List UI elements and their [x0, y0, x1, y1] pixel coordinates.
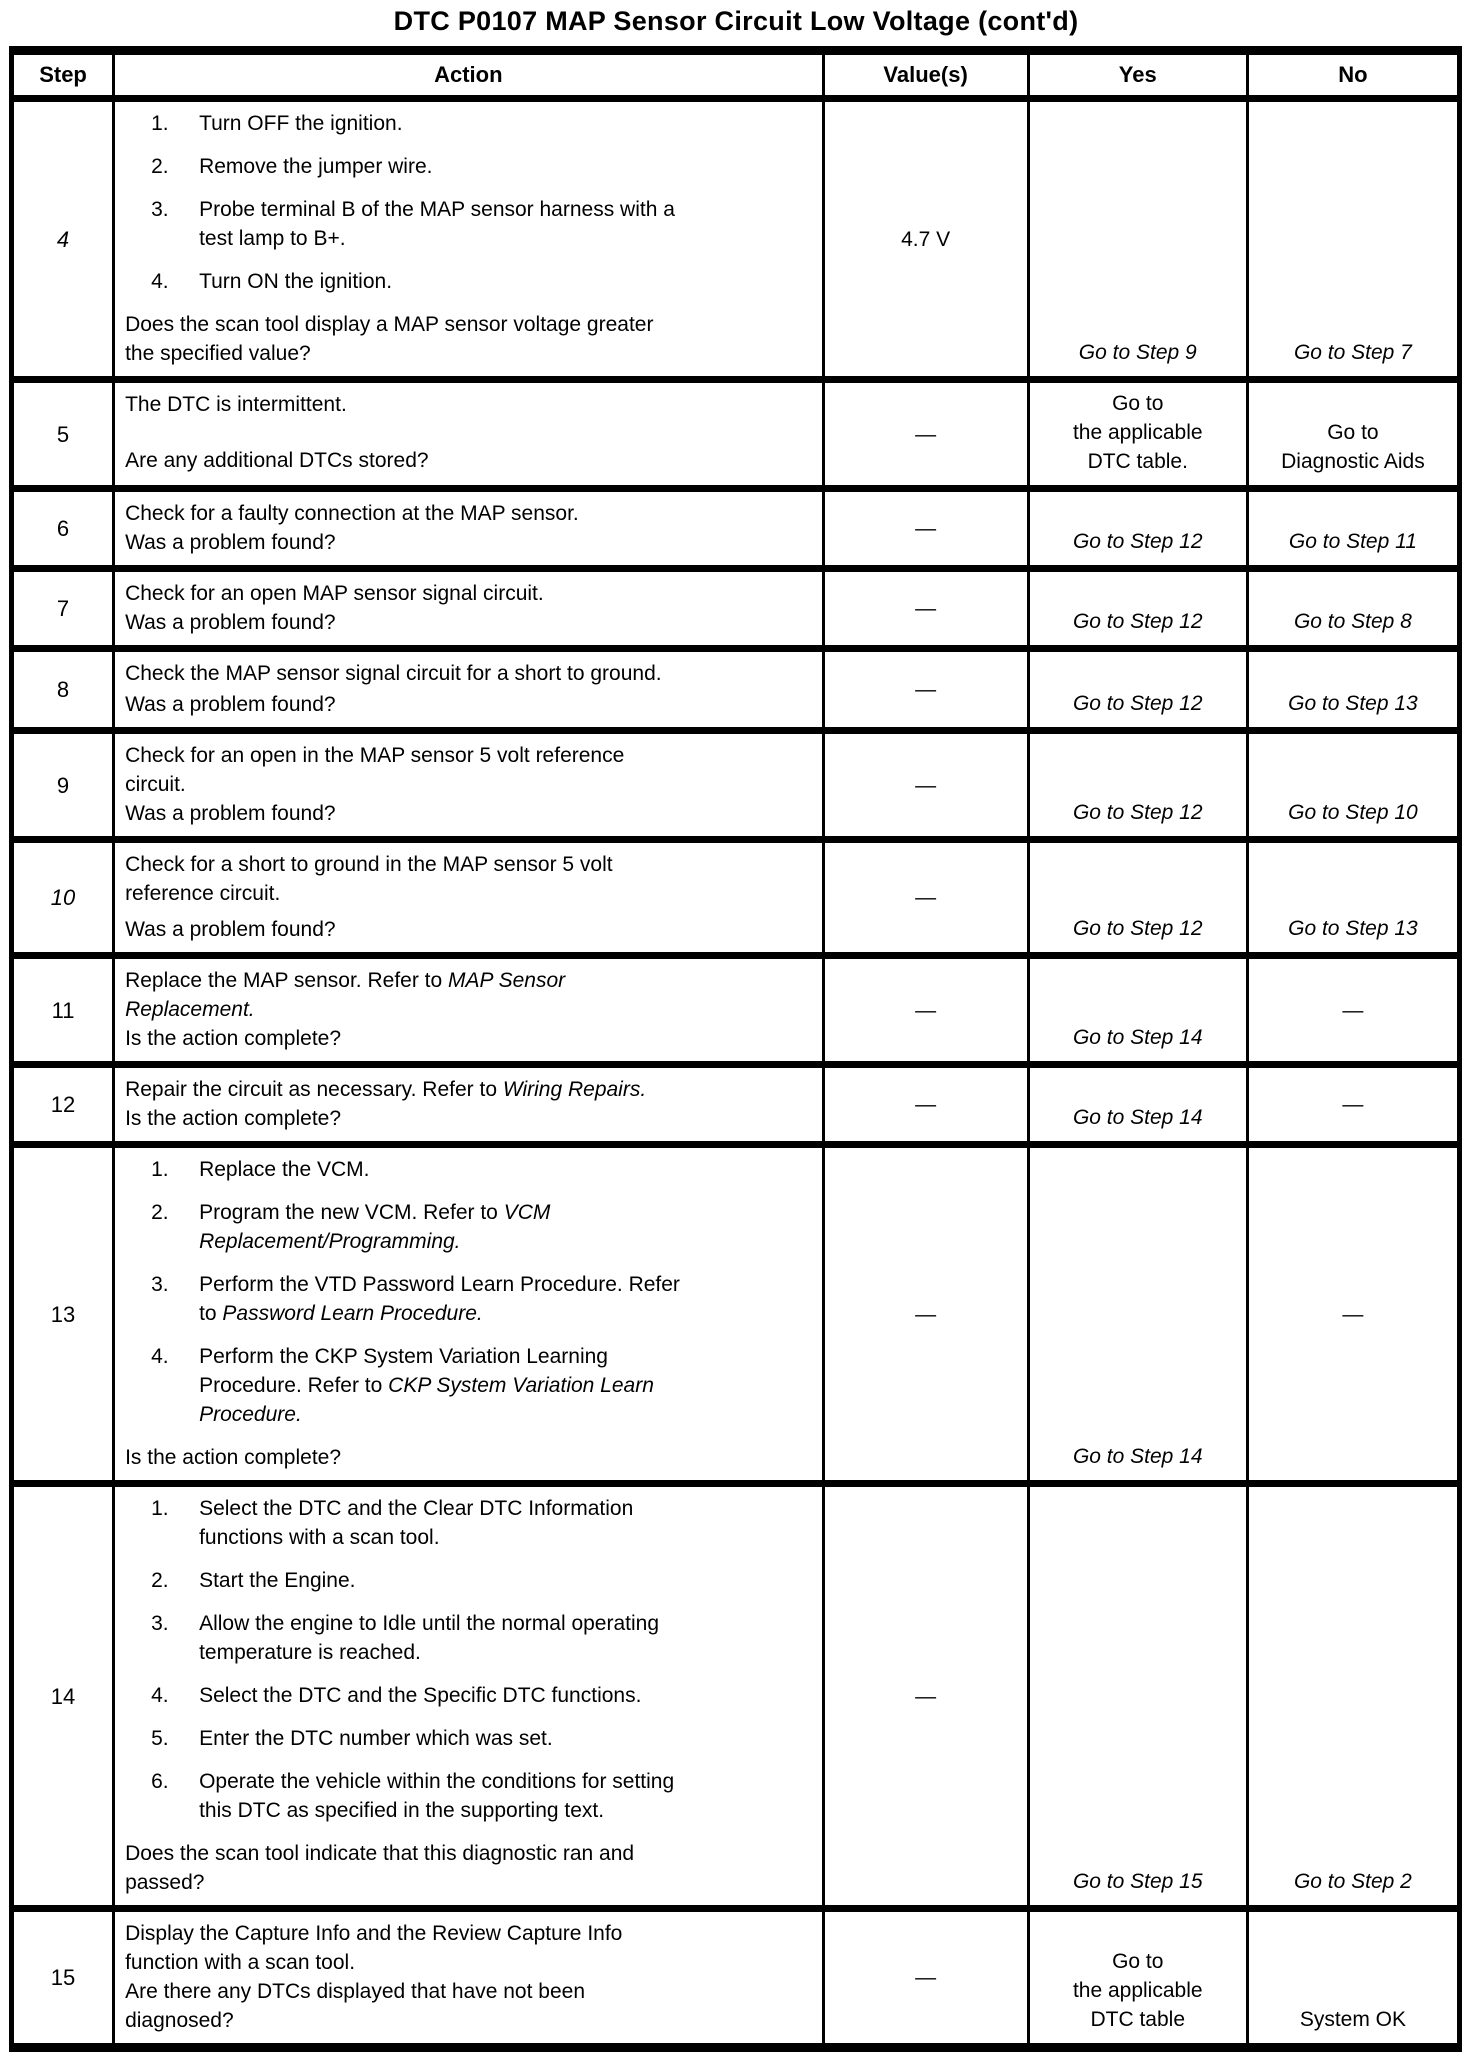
column-header-step: Step — [12, 51, 114, 99]
value-cell — [823, 840, 1028, 956]
action-cell — [114, 99, 823, 380]
list-item-text — [199, 1198, 811, 1256]
yes-cell — [1028, 731, 1247, 840]
list-item-number: 2. — [151, 1569, 169, 1592]
value-cell — [823, 649, 1028, 731]
text-segment: Was a problem found? — [125, 531, 336, 554]
action-list-item — [151, 1270, 811, 1328]
answer-line: — — [1342, 1093, 1364, 1116]
text-segment: Repair the circuit as necessary. Refer to — [125, 1078, 503, 1101]
text-segment: Turn OFF the ignition. — [199, 112, 403, 135]
yes-cell — [1028, 1909, 1247, 2048]
answer-line: — — [1342, 1302, 1364, 1326]
value-text: — — [915, 422, 937, 446]
text-segment: Does the scan tool indicate that this diagnostic ran and — [125, 1842, 635, 1865]
list-item-text — [199, 109, 811, 138]
text-segment: VCM — [503, 1201, 551, 1224]
text-segment: Check the MAP sensor signal circuit for a short to ground. — [125, 662, 662, 685]
yes-cell — [1028, 956, 1247, 1065]
table-row — [12, 1145, 1460, 1484]
yes-cell — [1028, 380, 1247, 489]
list-item-text — [199, 1342, 811, 1429]
table-row — [12, 380, 1460, 489]
yes-cell — [1028, 99, 1247, 380]
no-cell — [1247, 956, 1459, 1065]
action-list-item — [151, 267, 811, 296]
step-number: 7 — [56, 596, 70, 621]
no-cell — [1247, 489, 1459, 569]
action-paragraph — [125, 850, 811, 908]
text-segment: Program the new VCM. Refer to — [199, 1201, 504, 1224]
text-segment: diagnosed? — [125, 2009, 234, 2032]
value-cell — [823, 1065, 1028, 1145]
list-item-number: 1. — [151, 1497, 169, 1520]
list-item-number: 3. — [151, 1273, 169, 1296]
answer-line: DTC table — [1090, 2008, 1186, 2031]
action-paragraph — [125, 659, 811, 688]
table-row — [12, 840, 1460, 956]
text-segment: Check for a faulty connection at the MAP sensor. — [125, 502, 579, 525]
step-number: 6 — [56, 516, 70, 541]
text-segment: Is the action complete? — [125, 1027, 342, 1050]
answer-line: the applicable — [1072, 421, 1203, 444]
text-segment: Was a problem found? — [125, 802, 336, 825]
no-cell — [1247, 569, 1459, 649]
step-number: 12 — [50, 1092, 76, 1117]
step-cell — [12, 649, 114, 731]
action-paragraph — [125, 579, 811, 608]
action-content — [125, 109, 811, 368]
no-cell — [1247, 99, 1459, 380]
text-segment: reference circuit. — [125, 882, 281, 905]
value-text: — — [915, 597, 937, 620]
action-list-item — [151, 1681, 811, 1710]
answer-line: Go to — [1327, 421, 1379, 444]
text-segment: Wiring Repairs. — [502, 1078, 647, 1101]
answer-line: — — [1342, 998, 1364, 1022]
text-segment: circuit. — [125, 773, 186, 796]
table-row — [12, 99, 1460, 380]
text-segment: Replace the MAP sensor. Refer to — [125, 969, 449, 992]
list-item-text — [199, 1566, 811, 1595]
text-segment: Check for a short to ground in the MAP sensor 5 volt — [125, 853, 613, 876]
text-segment: Password Learn Procedure. — [222, 1302, 483, 1325]
answer-line: Go to Step 2 — [1293, 1870, 1412, 1893]
answer-line: System OK — [1299, 2008, 1407, 2031]
text-segment: Procedure. Refer to — [199, 1374, 389, 1397]
no-cell — [1247, 1065, 1459, 1145]
text-segment: Perform the CKP System Variation Learning — [199, 1345, 608, 1368]
answer-line: Go to Step 13 — [1288, 917, 1418, 940]
action-content — [125, 966, 811, 1053]
table-row — [12, 649, 1460, 731]
text-segment: Select the DTC and the Clear DTC Information — [199, 1497, 634, 1520]
page-title: DTC P0107 MAP Sensor Circuit Low Voltage (cont'd) — [393, 6, 1079, 36]
value-text: — — [915, 1302, 937, 1326]
list-item-number: 1. — [151, 1158, 169, 1181]
action-cell — [114, 1909, 823, 2048]
no-cell — [1247, 1909, 1459, 2048]
diagnostic-table — [9, 46, 1462, 2052]
action-content — [125, 1494, 811, 1897]
yes-cell — [1028, 1145, 1247, 1484]
header-row — [12, 51, 1460, 99]
text-segment: Select the DTC and the Specific DTC functions. — [199, 1684, 642, 1707]
text-segment: Does the scan tool display a MAP sensor voltage greater — [125, 313, 654, 336]
text-segment: Is the action complete? — [125, 1446, 342, 1469]
action-list-item — [151, 1609, 811, 1667]
text-segment: The DTC is intermittent. — [125, 393, 347, 416]
text-segment: test lamp to B+. — [199, 227, 346, 250]
action-content — [125, 659, 811, 719]
list-item-number: 5. — [151, 1727, 169, 1750]
list-item-text — [199, 152, 811, 181]
step-cell — [12, 99, 114, 380]
value-cell — [823, 99, 1028, 380]
action-paragraph — [125, 1024, 811, 1053]
step-cell — [12, 840, 114, 956]
text-segment: passed? — [125, 1871, 205, 1894]
list-item-text — [199, 1767, 811, 1825]
answer-line: Go to Step 12 — [1072, 610, 1203, 633]
no-cell — [1247, 1145, 1459, 1484]
no-cell — [1247, 380, 1459, 489]
list-item-number: 6. — [151, 1770, 169, 1793]
action-content — [125, 850, 811, 944]
list-item-number: 4. — [151, 1684, 169, 1707]
answer-line: Go to Step 7 — [1293, 341, 1412, 364]
action-cell — [114, 1145, 823, 1484]
text-segment: Replacement. — [125, 998, 255, 1021]
list-item-number: 2. — [151, 1201, 169, 1224]
action-paragraph — [125, 1919, 811, 1977]
action-cell — [114, 1484, 823, 1909]
text-segment: the specified value? — [125, 342, 311, 365]
action-cell — [114, 380, 823, 489]
text-segment: Is the action complete? — [125, 1107, 342, 1130]
action-content — [125, 579, 811, 637]
list-item-text — [199, 1155, 811, 1184]
action-list — [125, 109, 811, 310]
text-segment: Display the Capture Info and the Review Capture Info — [125, 1922, 623, 1945]
value-cell — [823, 1484, 1028, 1909]
yes-cell — [1028, 1484, 1247, 1909]
answer-line: Go to Step 8 — [1293, 610, 1412, 633]
value-text: — — [915, 1966, 937, 1989]
list-item-number: 1. — [151, 112, 169, 135]
answer-line: Go to Step 9 — [1078, 341, 1197, 364]
action-content — [125, 390, 811, 475]
yes-cell — [1028, 649, 1247, 731]
list-item-text — [199, 1494, 811, 1552]
step-number: 4 — [56, 226, 70, 252]
answer-line: the applicable — [1072, 1979, 1203, 2002]
list-item-number: 3. — [151, 198, 169, 221]
action-paragraph — [125, 966, 811, 1024]
list-item-text — [199, 267, 811, 296]
action-list-item — [151, 1767, 811, 1825]
step-cell — [12, 380, 114, 489]
action-cell — [114, 1065, 823, 1145]
action-paragraph — [125, 799, 811, 828]
value-cell — [823, 956, 1028, 1065]
answer-line: Diagnostic Aids — [1281, 450, 1425, 473]
yes-cell — [1028, 1065, 1247, 1145]
step-cell — [12, 569, 114, 649]
text-segment: Turn ON the ignition. — [199, 270, 393, 293]
action-list-item — [151, 109, 811, 138]
action-paragraph — [125, 499, 811, 528]
answer-line: Go to Step 14 — [1072, 1026, 1203, 1049]
step-number: 13 — [50, 1301, 76, 1327]
value-text: — — [915, 517, 937, 540]
step-number: 5 — [56, 421, 70, 447]
text-segment: Check for an open MAP sensor signal circuit. — [125, 582, 544, 605]
action-list — [125, 1494, 811, 1839]
table-row — [12, 731, 1460, 840]
action-cell — [114, 731, 823, 840]
action-content — [125, 1075, 811, 1133]
step-cell — [12, 1484, 114, 1909]
value-cell — [823, 1145, 1028, 1484]
text-segment: MAP Sensor — [448, 969, 566, 992]
step-number: 9 — [56, 772, 70, 798]
value-text: — — [915, 773, 937, 797]
action-content — [125, 741, 811, 828]
text-segment: this DTC as specified in the supporting text. — [199, 1799, 605, 1822]
text-segment: Was a problem found? — [125, 611, 336, 634]
answer-line: Go to Step 12 — [1072, 917, 1203, 940]
text-segment: CKP System Variation Learn — [388, 1374, 654, 1397]
text-segment: Was a problem found? — [125, 693, 336, 716]
table-row — [12, 569, 1460, 649]
action-paragraph — [125, 608, 811, 637]
value-cell — [823, 1909, 1028, 2048]
no-cell — [1247, 649, 1459, 731]
step-number: 10 — [50, 885, 76, 910]
answer-line: Go to Step 10 — [1288, 801, 1418, 824]
step-cell — [12, 731, 114, 840]
action-paragraph — [125, 1839, 811, 1897]
table-row — [12, 1909, 1460, 2048]
list-item-number: 4. — [151, 270, 169, 293]
no-cell — [1247, 731, 1459, 840]
step-cell — [12, 1909, 114, 2048]
text-segment: Replace the VCM. — [199, 1158, 370, 1181]
step-number: 15 — [50, 1965, 76, 1990]
step-cell — [12, 956, 114, 1065]
action-paragraph — [125, 1977, 811, 2035]
list-item-text — [199, 1270, 811, 1328]
answer-line: Go to Step 15 — [1072, 1870, 1203, 1893]
action-paragraph — [125, 528, 811, 557]
action-paragraph — [125, 446, 811, 475]
answer-line: Go to Step 13 — [1288, 692, 1418, 715]
value-cell — [823, 731, 1028, 840]
action-content — [125, 1919, 811, 2035]
table-row — [12, 956, 1460, 1065]
action-list — [125, 1155, 811, 1443]
value-cell — [823, 380, 1028, 489]
action-cell — [114, 569, 823, 649]
text-segment: function with a scan tool. — [125, 1951, 356, 1974]
action-paragraph — [125, 1104, 811, 1133]
action-list-item — [151, 1566, 811, 1595]
list-item-text — [199, 195, 811, 253]
step-number: 14 — [50, 1683, 76, 1709]
column-header-values: Value(s) — [823, 51, 1028, 99]
text-segment: Remove the jumper wire. — [199, 155, 433, 178]
text-segment: to — [199, 1302, 223, 1325]
list-item-text — [199, 1681, 811, 1710]
action-paragraph — [125, 1443, 811, 1472]
value-text: — — [915, 1684, 937, 1708]
text-segment: Start the Engine. — [199, 1569, 356, 1592]
column-header-action: Action — [114, 51, 823, 99]
action-cell — [114, 649, 823, 731]
text-segment: Are any additional DTCs stored? — [125, 449, 429, 472]
step-number: 11 — [51, 997, 75, 1023]
answer-line: Go to Step 12 — [1072, 692, 1203, 715]
table-row — [12, 1484, 1460, 1909]
step-cell — [12, 1065, 114, 1145]
text-segment: Allow the engine to Idle until the normal operating — [199, 1612, 660, 1635]
text-segment: Are there any DTCs displayed that have not been — [125, 1980, 586, 2003]
value-text: — — [915, 1093, 937, 1116]
text-segment: Check for an open in the MAP sensor 5 volt reference — [125, 744, 625, 767]
action-cell — [114, 489, 823, 569]
list-item-number: 4. — [151, 1345, 169, 1368]
yes-cell — [1028, 840, 1247, 956]
action-content — [125, 499, 811, 557]
text-segment: Probe terminal B of the MAP sensor harness with a — [199, 198, 675, 221]
action-list-item — [151, 1724, 811, 1753]
list-item-number: 2. — [151, 155, 169, 178]
answer-line: Go to Step 14 — [1072, 1106, 1203, 1129]
answer-line: Go to — [1112, 392, 1164, 415]
answer-line: Go to Step 14 — [1072, 1445, 1203, 1468]
action-list-item — [151, 1155, 811, 1184]
action-paragraph — [125, 915, 811, 944]
text-segment: Enter the DTC number which was set. — [199, 1727, 553, 1750]
action-list-item — [151, 1494, 811, 1552]
no-cell — [1247, 1484, 1459, 1909]
text-segment: Was a problem found? — [125, 918, 336, 941]
step-cell — [12, 489, 114, 569]
column-header-yes: Yes — [1028, 51, 1247, 99]
answer-line: DTC table. — [1087, 450, 1188, 473]
yes-cell — [1028, 489, 1247, 569]
action-paragraph — [125, 390, 811, 419]
text-segment: Operate the vehicle within the conditions for setting — [199, 1770, 675, 1793]
value-text: 4.7 V — [901, 227, 951, 251]
step-cell — [12, 1145, 114, 1484]
action-list-item — [151, 1198, 811, 1256]
answer-line: Go to — [1112, 1950, 1164, 1973]
list-item-text — [199, 1724, 811, 1753]
action-content — [125, 1155, 811, 1472]
value-text: — — [915, 678, 937, 701]
table-row — [12, 1065, 1460, 1145]
table-row — [12, 489, 1460, 569]
no-cell — [1247, 840, 1459, 956]
answer-line: Go to Step 11 — [1288, 530, 1417, 553]
action-list-item — [151, 152, 811, 181]
text-segment: Replacement/Programming. — [199, 1230, 461, 1253]
column-header-no: No — [1247, 51, 1459, 99]
action-paragraph — [125, 741, 811, 799]
action-list-item — [151, 195, 811, 253]
action-paragraph — [125, 310, 811, 368]
action-cell — [114, 840, 823, 956]
value-cell — [823, 569, 1028, 649]
value-text: — — [915, 998, 937, 1022]
action-paragraph — [125, 690, 811, 719]
yes-cell — [1028, 569, 1247, 649]
value-cell — [823, 489, 1028, 569]
list-item-text — [199, 1609, 811, 1667]
answer-line: Go to Step 12 — [1072, 530, 1203, 553]
action-paragraph — [125, 1075, 811, 1104]
action-list-item — [151, 1342, 811, 1429]
text-segment: temperature is reached. — [199, 1641, 421, 1664]
text-segment: functions with a scan tool. — [199, 1526, 440, 1549]
step-number: 8 — [56, 677, 70, 702]
text-segment: Procedure. — [199, 1403, 302, 1426]
answer-line: Go to Step 12 — [1072, 801, 1203, 824]
action-cell — [114, 956, 823, 1065]
value-text: — — [915, 886, 937, 909]
text-segment: Perform the VTD Password Learn Procedure. Refer — [199, 1273, 680, 1296]
list-item-number: 3. — [151, 1612, 169, 1635]
